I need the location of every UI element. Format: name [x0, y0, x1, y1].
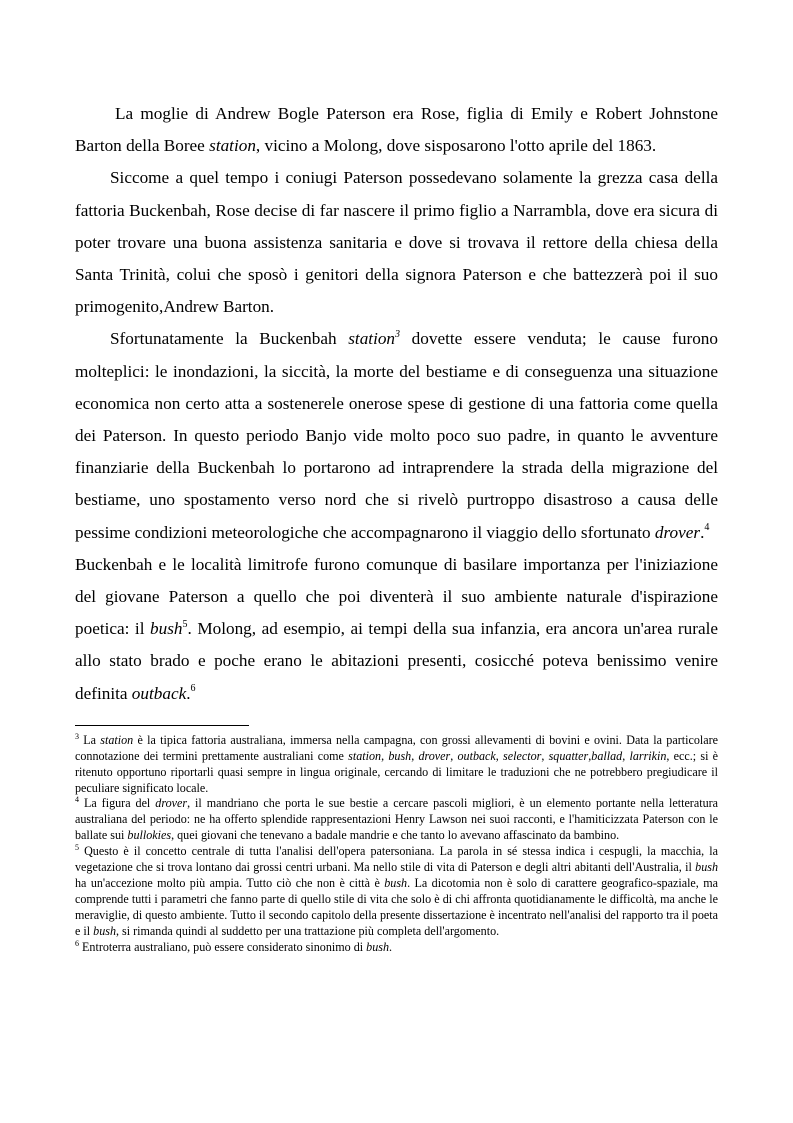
- text-run: La: [79, 732, 101, 747]
- text-run: .: [389, 939, 393, 954]
- footnote: [75, 940, 718, 956]
- text-run: , ecc.; si è ritenuto opportuno riportarli quasi sempre in lingua originale, cercando di limitare le traduzioni che ne potrebbero pregiudicare il peculiare significato locale.: [75, 748, 719, 795]
- italic-term: squatter: [548, 748, 589, 763]
- footnote-separator: [75, 725, 249, 726]
- text-run: ,: [450, 748, 458, 763]
- text-run: .: [186, 683, 191, 703]
- text-run: La figura del: [79, 796, 156, 811]
- text-run: La moglie di Andrew Bogle Paterson era Rose, figlia di Emily e Robert Johnstone Barton della Boree: [75, 104, 718, 156]
- text-run: è la tipica fattoria australiana, immersa nella campagna, con grossi allevamenti di bovini e ovini. Data la particolare connotazione dei termini prettamente australiani come: [75, 732, 718, 763]
- italic-term: bush: [384, 876, 408, 891]
- italic-term: drover: [654, 522, 701, 542]
- italic-term: drover: [155, 796, 188, 811]
- italic-term: bullokies: [127, 828, 172, 843]
- footnote-marker: 5: [75, 843, 79, 853]
- italic-term: station: [100, 732, 134, 747]
- body-text: [75, 98, 718, 710]
- paragraph: [75, 98, 718, 162]
- text-run: , quei giovani che tenevano a badale mandrie e che tanto lo avevano affascinato da bambino.: [171, 828, 620, 843]
- italic-term: bush: [388, 748, 412, 763]
- text-run: ,: [411, 748, 419, 763]
- text-run: Buckenbah e le località limitrofe furono comunque di basilare importanza per l'iniziazione del giovane Paterson a quello che poi diventerà il suo ambiente naturale d'ispirazione poetica: il: [75, 554, 718, 639]
- italic-term: selector: [503, 748, 542, 763]
- text-run: Entroterra australiano, può essere considerato sinonimo di: [79, 939, 367, 954]
- text-run: , vicino a Molong, dove sisposarono l'otto aprile del 1863.: [255, 136, 657, 156]
- text-run: . La dicotomia non è solo di carattere geografico-spaziale, ma comprende tutti i parametri che fanno parte di quello stile di vita che solo è di chi affronta quotidianamente le difficoltà, ma anche le meraviglie, di questo ambiente. Tutto il secondo capitolo della presente dissertazione è incentrato nell'analisi del rapporto tra il poeta e il: [75, 876, 718, 938]
- footnote-marker: 5: [182, 618, 188, 630]
- paragraph: [75, 323, 718, 548]
- italic-term: bush: [366, 939, 390, 954]
- italic-term: station: [348, 329, 396, 349]
- text-run: Sfortunatamente la Buckenbah: [110, 329, 349, 349]
- text-run: ,: [541, 748, 549, 763]
- footnote-marker: 6: [190, 682, 196, 694]
- footnotes: [75, 733, 718, 956]
- text-run: .: [700, 522, 705, 542]
- text-run: dovette essere venduta; le cause furono molteplici: le inondazioni, la siccità, la morte del bestiame e di conseguenza una situazione economica non certo atta a sostenerele onerose spese di gestione di una fattoria come quella dei Paterson. In questo periodo Banjo vide molto poco suo padre, in quanto le avventure finanziarie della Buckenbah lo portarono ad intraprendere la strada della migrazione del bestiame, uno spostamento verso nord che si rivelò purtroppo disastroso a causa delle pessime condizioni meteorologiche che accompagnarono il viaggio dello sfortunato: [75, 329, 718, 542]
- paragraph: [75, 549, 718, 710]
- text-run: . Molong, ad esempio, ai tempi della sua infanzia, era ancora un'area rurale allo stato brado e poche erano le abitazioni presenti, cosicché poteva benissimo venire definita: [75, 619, 719, 703]
- italic-term: station: [209, 136, 256, 156]
- text-run: ,: [495, 748, 504, 763]
- text-run: ha un'accezione molto più ampia. Tutto ciò che non è città è: [75, 876, 385, 891]
- italic-term: bush: [695, 860, 718, 875]
- italic-term: outback: [457, 748, 496, 763]
- italic-term: larrikin: [629, 748, 667, 763]
- footnote-marker: 4: [75, 795, 79, 805]
- text-run: Siccome a quel tempo i coniugi Paterson possedevano solamente la grezza casa della fattoria Buckenbah, Rose decise di far nascere il primo figlio a Narrambla, dove era sicura di poter trovare una buona assistenza sanitaria e dove si trovava il rettore della chiesa della Santa Trinità, colui che sposò i genitori della signora Paterson e che battezzerà poi il suo primogenito,Andrew Barton.: [75, 168, 718, 317]
- italic-term: drover: [418, 748, 451, 763]
- text-run: ,: [381, 748, 389, 763]
- italic-term: station: [348, 748, 382, 763]
- italic-term: bush: [93, 923, 116, 938]
- footnote: [75, 844, 718, 939]
- page: [75, 98, 718, 956]
- footnote-marker: 6: [75, 938, 79, 948]
- text-run: , il mandriano che porta le sue bestie a cercare pascoli migliori, è un elemento portante nella letteratura australiana del periodo: ne ha offerto splendide rappresentazioni Henry Lawson nei suoi racconti, e l'hamiticizzata Paterson con le ballate sui: [75, 796, 719, 843]
- footnote-marker: 3: [395, 328, 401, 340]
- text-run: ,: [622, 748, 630, 763]
- text-run: ,: [588, 748, 592, 763]
- text-run: , si rimanda quindi al suddetto per una trattazione più completa dell'argomento.: [116, 923, 500, 938]
- text-run: Questo è il concetto centrale di tutta l'analisi dell'opera patersoniana. La parola in sé stessa indica i cespugli, la macchia, la vegetazione che si trova lontano dai grossi centri urbani. Ma nello stile di vita di Paterson e degli altri abitanti dell'Australia, il: [75, 844, 718, 875]
- italic-term: bush: [150, 619, 183, 639]
- paragraph: [75, 162, 718, 323]
- footnote-marker: 3: [75, 731, 79, 741]
- italic-term: outback: [131, 683, 187, 703]
- italic-term: ballad: [591, 748, 623, 763]
- footnote-marker: 4: [704, 521, 710, 533]
- footnote: [75, 733, 718, 797]
- footnote: [75, 796, 718, 844]
